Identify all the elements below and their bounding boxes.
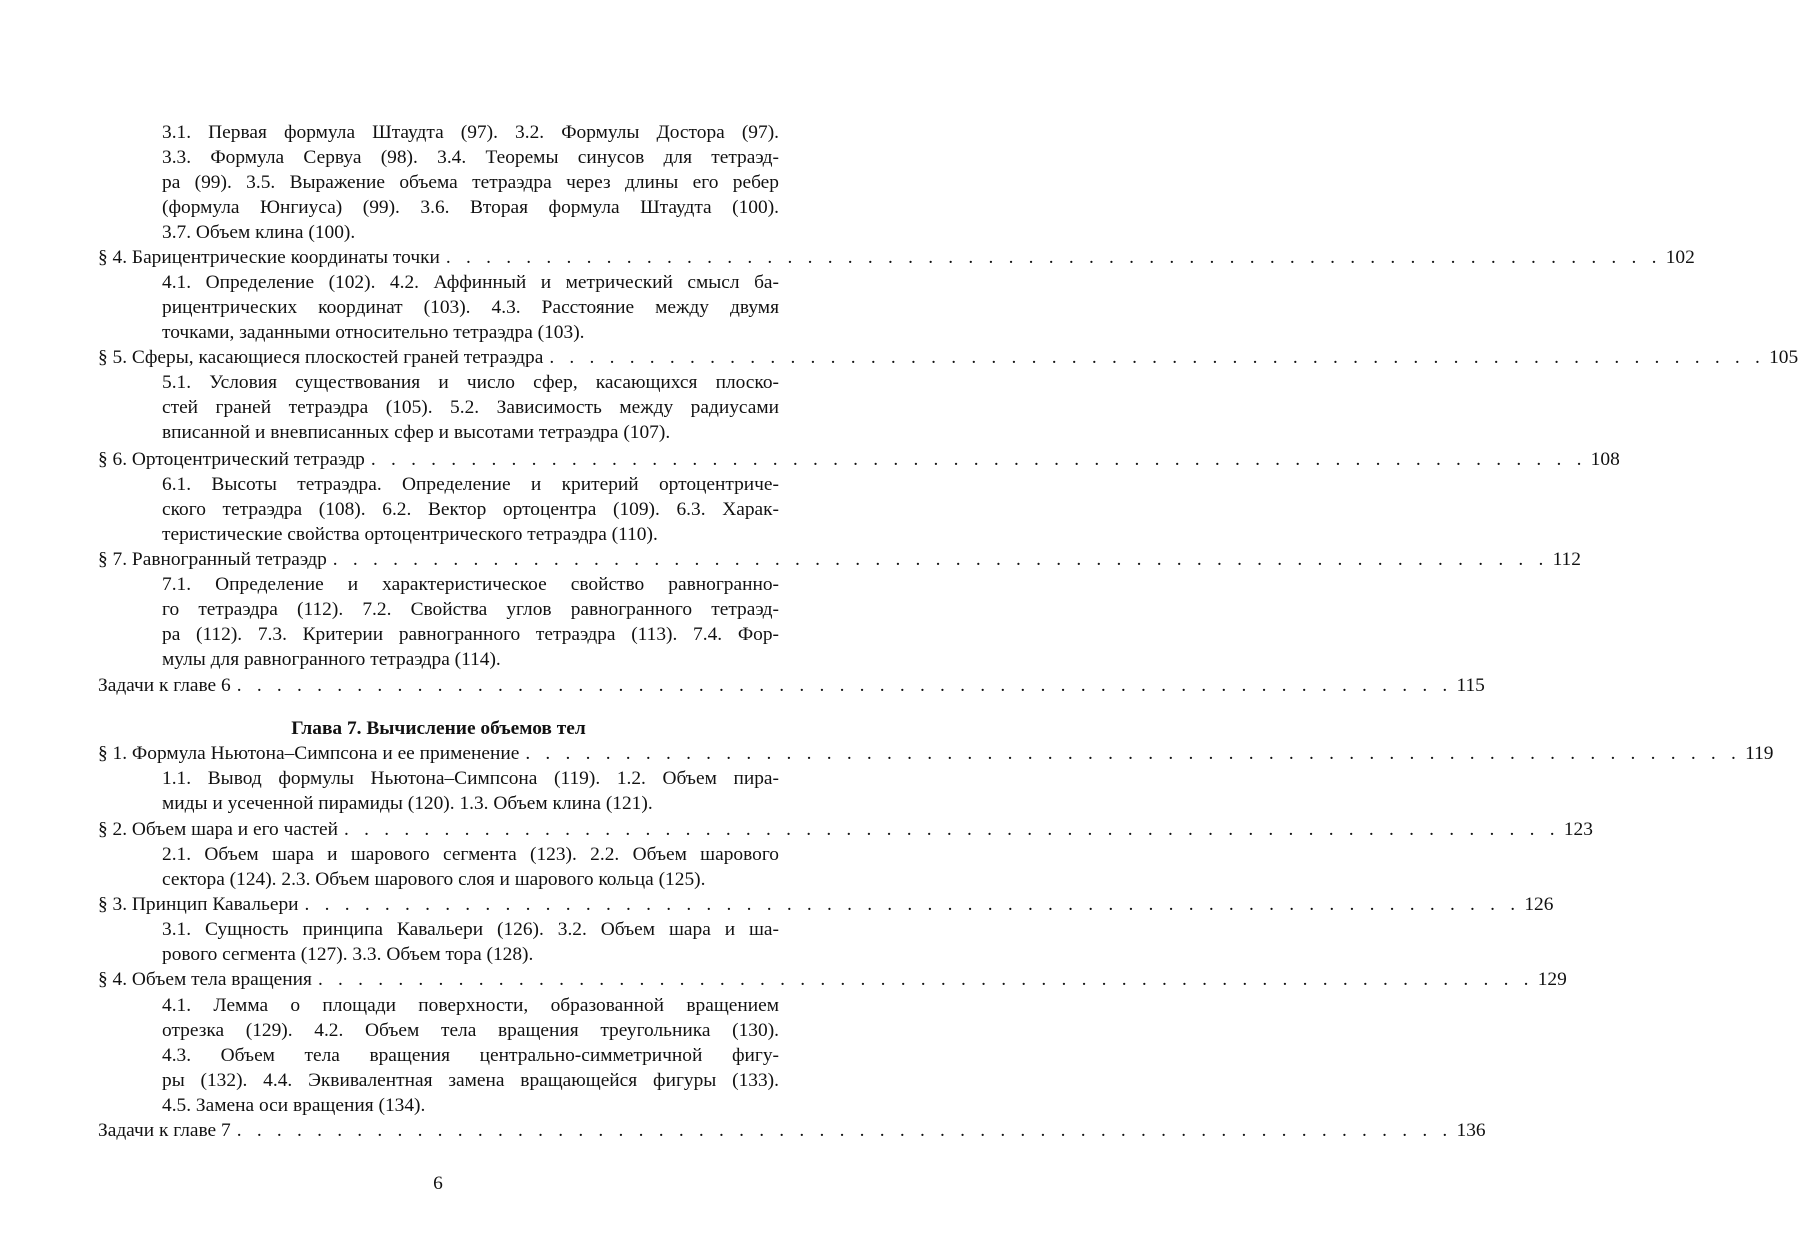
toc-subsection-line: теристические свойства ортоцентрического тетраэдра (110). — [162, 524, 658, 545]
toc-entry-title: § 7. Равногранный тетраэдр — [98, 549, 327, 570]
toc-subsection-line: рицентрических координат (103). 4.3. Расстояние между двумя — [162, 297, 779, 318]
toc-subsection-line: 3.7. Объем клина (100). — [162, 222, 356, 243]
toc-subsection-line: 4.1. Определение (102). 4.2. Аффинный и метрический смысл ба- — [162, 272, 779, 293]
leader-dots: . . . . . . . . . . . . . . . . . . . . . . . . . . . . . . . . . . . . . . . . . . . . . . . . . . . . . . . . . . . . . — [370, 449, 1587, 470]
toc-subsection-line: 1.1. Вывод формулы Ньютона–Симпсона (119). 1.2. Объем пира- — [162, 768, 779, 789]
toc-entry-ch7-s1[interactable] — [98, 741, 1774, 766]
toc-entry-ch7-tasks[interactable] — [98, 1118, 1486, 1143]
toc-entry-title: § 2. Объем шара и его частей — [98, 819, 339, 840]
leader-dots: . . . . . . . . . . . . . . . . . . . . . . . . . . . . . . . . . . . . . . . . . . . . . . . . . . . . . . . . . . . . . — [445, 247, 1662, 268]
toc-subsection-line: вписанной и вневписанных сфер и высотами тетраэдра (107). — [162, 422, 671, 443]
leader-dots: . . . . . . . . . . . . . . . . . . . . . . . . . . . . . . . . . . . . . . . . . . . . . . . . . . . . . . . . . . . . . — [549, 347, 1766, 368]
toc-subsection-line: 4.1. Лемма о площади поверхности, образованной вращением — [162, 995, 779, 1016]
toc-entry-page: 126 — [1524, 894, 1554, 915]
toc-subsection-line: го тетраэдра (112). 7.2. Свойства углов равногранного тетраэд- — [162, 599, 779, 620]
toc-entry-ch7-s4[interactable] — [98, 967, 1567, 992]
toc-subsection-line: ра (112). 7.3. Критерии равногранного тетраэдра (113). 7.4. Фор- — [162, 624, 779, 645]
toc-subsection-line: 5.1. Условия существования и число сфер, касающихся плоско- — [162, 372, 779, 393]
toc-entry-page: 105 — [1769, 347, 1798, 368]
toc-entry-ch6-s5[interactable] — [98, 345, 1798, 370]
toc-entry-title: Задачи к главе 6 — [98, 675, 231, 696]
toc-entry-ch6-s4[interactable] — [98, 245, 1695, 270]
leader-dots: . . . . . . . . . . . . . . . . . . . . . . . . . . . . . . . . . . . . . . . . . . . . . . . . . . . . . . . . . . . . . — [344, 819, 1560, 840]
toc-entry-page: 129 — [1537, 969, 1567, 990]
toc-subsection-line: 4.5. Замена оси вращения (134). — [162, 1095, 426, 1116]
toc-subsection-line: точками, заданными относительно тетраэдра (103). — [162, 322, 585, 343]
leader-dots: . . . . . . . . . . . . . . . . . . . . . . . . . . . . . . . . . . . . . . . . . . . . . . . . . . . . . . . . . . . . . — [332, 549, 1549, 570]
toc-subsection-line: 7.1. Определение и характеристическое свойство равногранно- — [162, 574, 779, 595]
toc-entry-page: 112 — [1552, 549, 1581, 570]
toc-entry-title: Задачи к главе 7 — [98, 1120, 231, 1141]
leader-dots: . . . . . . . . . . . . . . . . . . . . . . . . . . . . . . . . . . . . . . . . . . . . . . . . . . . . . . . . . . . . . — [236, 1120, 1453, 1141]
leader-dots: . . . . . . . . . . . . . . . . . . . . . . . . . . . . . . . . . . . . . . . . . . . . . . . . . . . . . . . . . . . . . — [304, 894, 1521, 915]
toc-subsection-line: 3.3. Формула Сервуа (98). 3.4. Теоремы синусов для тетраэд- — [162, 147, 779, 168]
toc-subsection-line: ры (132). 4.4. Эквивалентная замена вращающейся фигуры (133). — [162, 1070, 779, 1091]
toc-subsection-line: ского тетраэдра (108). 6.2. Вектор ортоцентра (109). 6.3. Харак- — [162, 499, 779, 520]
toc-subsection-line: мулы для равногранного тетраэдра (114). — [162, 649, 501, 670]
toc-entry-ch7-s2[interactable] — [98, 817, 1593, 842]
leader-dots: . . . . . . . . . . . . . . . . . . . . . . . . . . . . . . . . . . . . . . . . . . . . . . . . . . . . . . . . . . . . . — [236, 675, 1453, 696]
toc-entry-page: 123 — [1563, 819, 1593, 840]
toc-subsection-line: рового сегмента (127). 3.3. Объем тора (128). — [162, 944, 534, 965]
toc-entry-ch7-s3[interactable] — [98, 892, 1554, 917]
chapter-heading[interactable]: Глава 7. Вычисление объемов тел — [291, 718, 586, 739]
toc-entry-ch6-s7[interactable] — [98, 547, 1581, 572]
toc-subsection-line: ра (99). 3.5. Выражение объема тетраэдра через длины его ребер — [162, 172, 779, 193]
toc-entry-page: 136 — [1456, 1120, 1486, 1141]
toc-subsection-line: 6.1. Высоты тетраэдра. Определение и критерий ортоцентриче- — [162, 474, 779, 495]
toc-subsection-line: миды и усеченной пирамиды (120). 1.3. Объем клина (121). — [162, 793, 653, 814]
page-number: 6 — [433, 1173, 443, 1194]
leader-dots: . . . . . . . . . . . . . . . . . . . . . . . . . . . . . . . . . . . . . . . . . . . . . . . . . . . . . . . . . . . . . — [317, 969, 1534, 990]
toc-subsection-line: (формула Юнгиуса) (99). 3.6. Вторая формула Штаудта (100). — [162, 197, 779, 218]
toc-subsection-line: 3.1. Первая формула Штаудта (97). 3.2. Формулы Достора (97). — [162, 122, 779, 143]
toc-entry-title: § 5. Сферы, касающиеся плоскостей граней тетраэдра — [98, 347, 544, 368]
toc-entry-title: § 1. Формула Ньютона–Симпсона и ее применение — [98, 743, 520, 764]
toc-entry-title: § 3. Принцип Кавальери — [98, 894, 299, 915]
toc-entry-title: § 4. Объем тела вращения — [98, 969, 312, 990]
toc-entry-ch6-s6[interactable] — [98, 447, 1620, 472]
toc-entry-page: 102 — [1665, 247, 1695, 268]
toc-entry-page: 119 — [1745, 743, 1774, 764]
toc-entry-title: § 6. Ортоцентрический тетраэдр — [98, 449, 365, 470]
toc-subsection-line: сектора (124). 2.3. Объем шарового слоя и шарового кольца (125). — [162, 869, 706, 890]
toc-subsection-line: 3.1. Сущность принципа Кавальери (126). 3.2. Объем шара и ша- — [162, 919, 779, 940]
toc-subsection-line: 4.3. Объем тела вращения центрально-симметричной фигу- — [162, 1045, 779, 1066]
toc-entry-title: § 4. Барицентрические координаты точки — [98, 247, 440, 268]
toc-subsection-line: отрезка (129). 4.2. Объем тела вращения треугольника (130). — [162, 1020, 779, 1041]
leader-dots: . . . . . . . . . . . . . . . . . . . . . . . . . . . . . . . . . . . . . . . . . . . . . . . . . . . . . . . . . . . . . — [525, 743, 1742, 764]
toc-entry-page: 108 — [1590, 449, 1620, 470]
toc-entry-page: 115 — [1456, 675, 1485, 696]
toc-subsection-line: стей граней тетраэдра (105). 5.2. Зависимость между радиусами — [162, 397, 779, 418]
toc-subsection-line: 2.1. Объем шара и шарового сегмента (123). 2.2. Объем шарового — [162, 844, 779, 865]
toc-entry-ch6-tasks[interactable] — [98, 673, 1485, 698]
